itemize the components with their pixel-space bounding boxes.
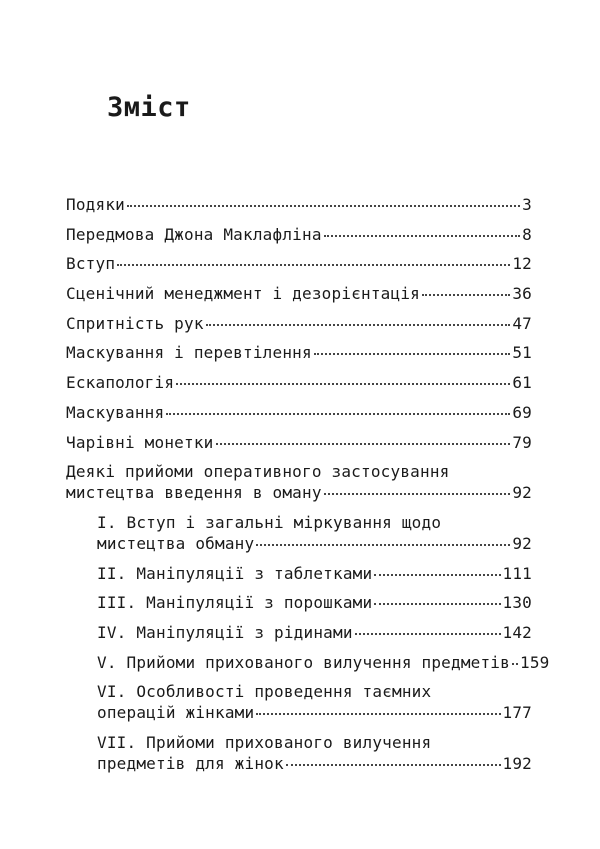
toc-subentry[interactable] <box>66 622 532 643</box>
toc-entry[interactable] <box>66 461 532 503</box>
entry-title: IV. Маніпуляції з рідинами <box>97 622 353 642</box>
entry-title: предметів для жінок <box>97 754 284 773</box>
entry-row <box>66 402 532 423</box>
entry-row <box>66 253 532 274</box>
toc-subentry[interactable] <box>66 563 532 584</box>
entry-title-line: VII. Прийоми прихованого вилучення <box>97 733 432 752</box>
page-number: 92 <box>512 533 532 553</box>
dot-leader <box>324 493 511 495</box>
entry-row <box>97 753 532 774</box>
entry-title: Вступ <box>66 254 116 274</box>
dot-leader <box>216 443 511 445</box>
dot-leader <box>374 574 500 576</box>
page-number: 192 <box>502 754 532 773</box>
entry-row <box>97 622 532 643</box>
entry-title-line: VI. Особливості проведення таємних <box>97 682 432 702</box>
page-number: 69 <box>512 402 532 422</box>
entry-title: Чарівні монетки <box>66 432 214 452</box>
toc-subentry[interactable] <box>66 732 532 774</box>
entry-row <box>66 283 532 304</box>
dot-leader <box>355 633 501 635</box>
page-number: 51 <box>512 343 532 363</box>
toc-entry[interactable] <box>66 342 532 363</box>
entry-title: Маскування <box>66 402 165 422</box>
toc-entry[interactable] <box>66 432 532 453</box>
dot-leader <box>374 603 500 605</box>
entry-title: Спритність рук <box>66 313 204 333</box>
entry-row <box>97 533 532 554</box>
toc-entry[interactable] <box>66 253 532 274</box>
entry-title: Передмова Джона Маклафліна <box>66 224 322 244</box>
entry-title-line: Деякі прийоми оперативного застосування <box>66 462 450 482</box>
page-number: 142 <box>502 622 532 642</box>
entry-row <box>97 702 532 723</box>
page-number: 159 <box>519 652 550 672</box>
entry-title: Подяки <box>66 195 125 214</box>
entry-title: мистецтва введення в оману <box>66 483 322 503</box>
dot-leader <box>256 713 500 715</box>
dot-leader <box>117 264 510 266</box>
page-number: 8 <box>522 224 532 244</box>
dot-leader <box>166 413 510 415</box>
dot-leader <box>206 324 511 326</box>
toc-entry[interactable] <box>66 313 532 334</box>
page-number: 3 <box>522 195 532 214</box>
entry-row <box>66 432 532 453</box>
dot-leader <box>127 205 520 207</box>
dot-leader <box>324 235 521 237</box>
entry-title: Сценічний менеджмент і дезорієнтація <box>66 284 420 304</box>
page-number: 12 <box>512 254 532 274</box>
page-number: 79 <box>512 432 532 452</box>
entry-row <box>66 482 532 503</box>
toc-subentry[interactable] <box>66 652 550 673</box>
dot-leader <box>422 294 510 296</box>
entry-title: III. Маніпуляції з порошками <box>97 593 373 613</box>
page-number: 47 <box>512 313 532 333</box>
toc-entry[interactable] <box>66 372 532 393</box>
entry-title: Маскування і перевтілення <box>66 343 312 363</box>
dot-leader <box>256 544 510 546</box>
page-title: Зміст <box>107 92 191 123</box>
entry-title: операцій жінками <box>97 703 255 723</box>
page-number: 36 <box>512 284 532 304</box>
toc-subentry[interactable] <box>66 681 532 723</box>
toc-subentry[interactable] <box>66 512 532 554</box>
page-number: 61 <box>512 373 532 393</box>
page-number: 92 <box>512 483 532 503</box>
toc-subentry[interactable] <box>66 592 532 613</box>
toc-entry[interactable] <box>66 224 532 245</box>
entry-title: II. Маніпуляції з таблетками <box>97 563 373 583</box>
dot-leader <box>286 764 501 766</box>
entry-row <box>66 372 532 393</box>
entry-row <box>66 194 532 215</box>
toc-entry[interactable] <box>66 283 532 304</box>
entry-title: мистецтва обману <box>97 533 255 553</box>
entry-row <box>66 342 532 363</box>
toc-entry[interactable] <box>66 194 532 215</box>
dot-leader <box>512 663 518 665</box>
entry-title: Ескапологія <box>66 373 175 393</box>
page-number: 177 <box>502 703 532 723</box>
entry-row <box>97 652 550 673</box>
toc-entry[interactable] <box>66 402 532 423</box>
dot-leader <box>176 383 510 385</box>
page-number: 111 <box>502 563 532 583</box>
entry-title: V. Прийоми прихованого вилучення предметів <box>97 652 510 672</box>
entry-row <box>66 313 532 334</box>
table-of-contents <box>66 194 550 783</box>
dot-leader <box>314 353 511 355</box>
entry-row <box>97 592 532 613</box>
entry-row <box>97 563 532 584</box>
entry-row <box>66 224 532 245</box>
entry-title-line: I. Вступ і загальні міркування щодо <box>97 512 442 532</box>
page-number: 130 <box>502 593 532 613</box>
